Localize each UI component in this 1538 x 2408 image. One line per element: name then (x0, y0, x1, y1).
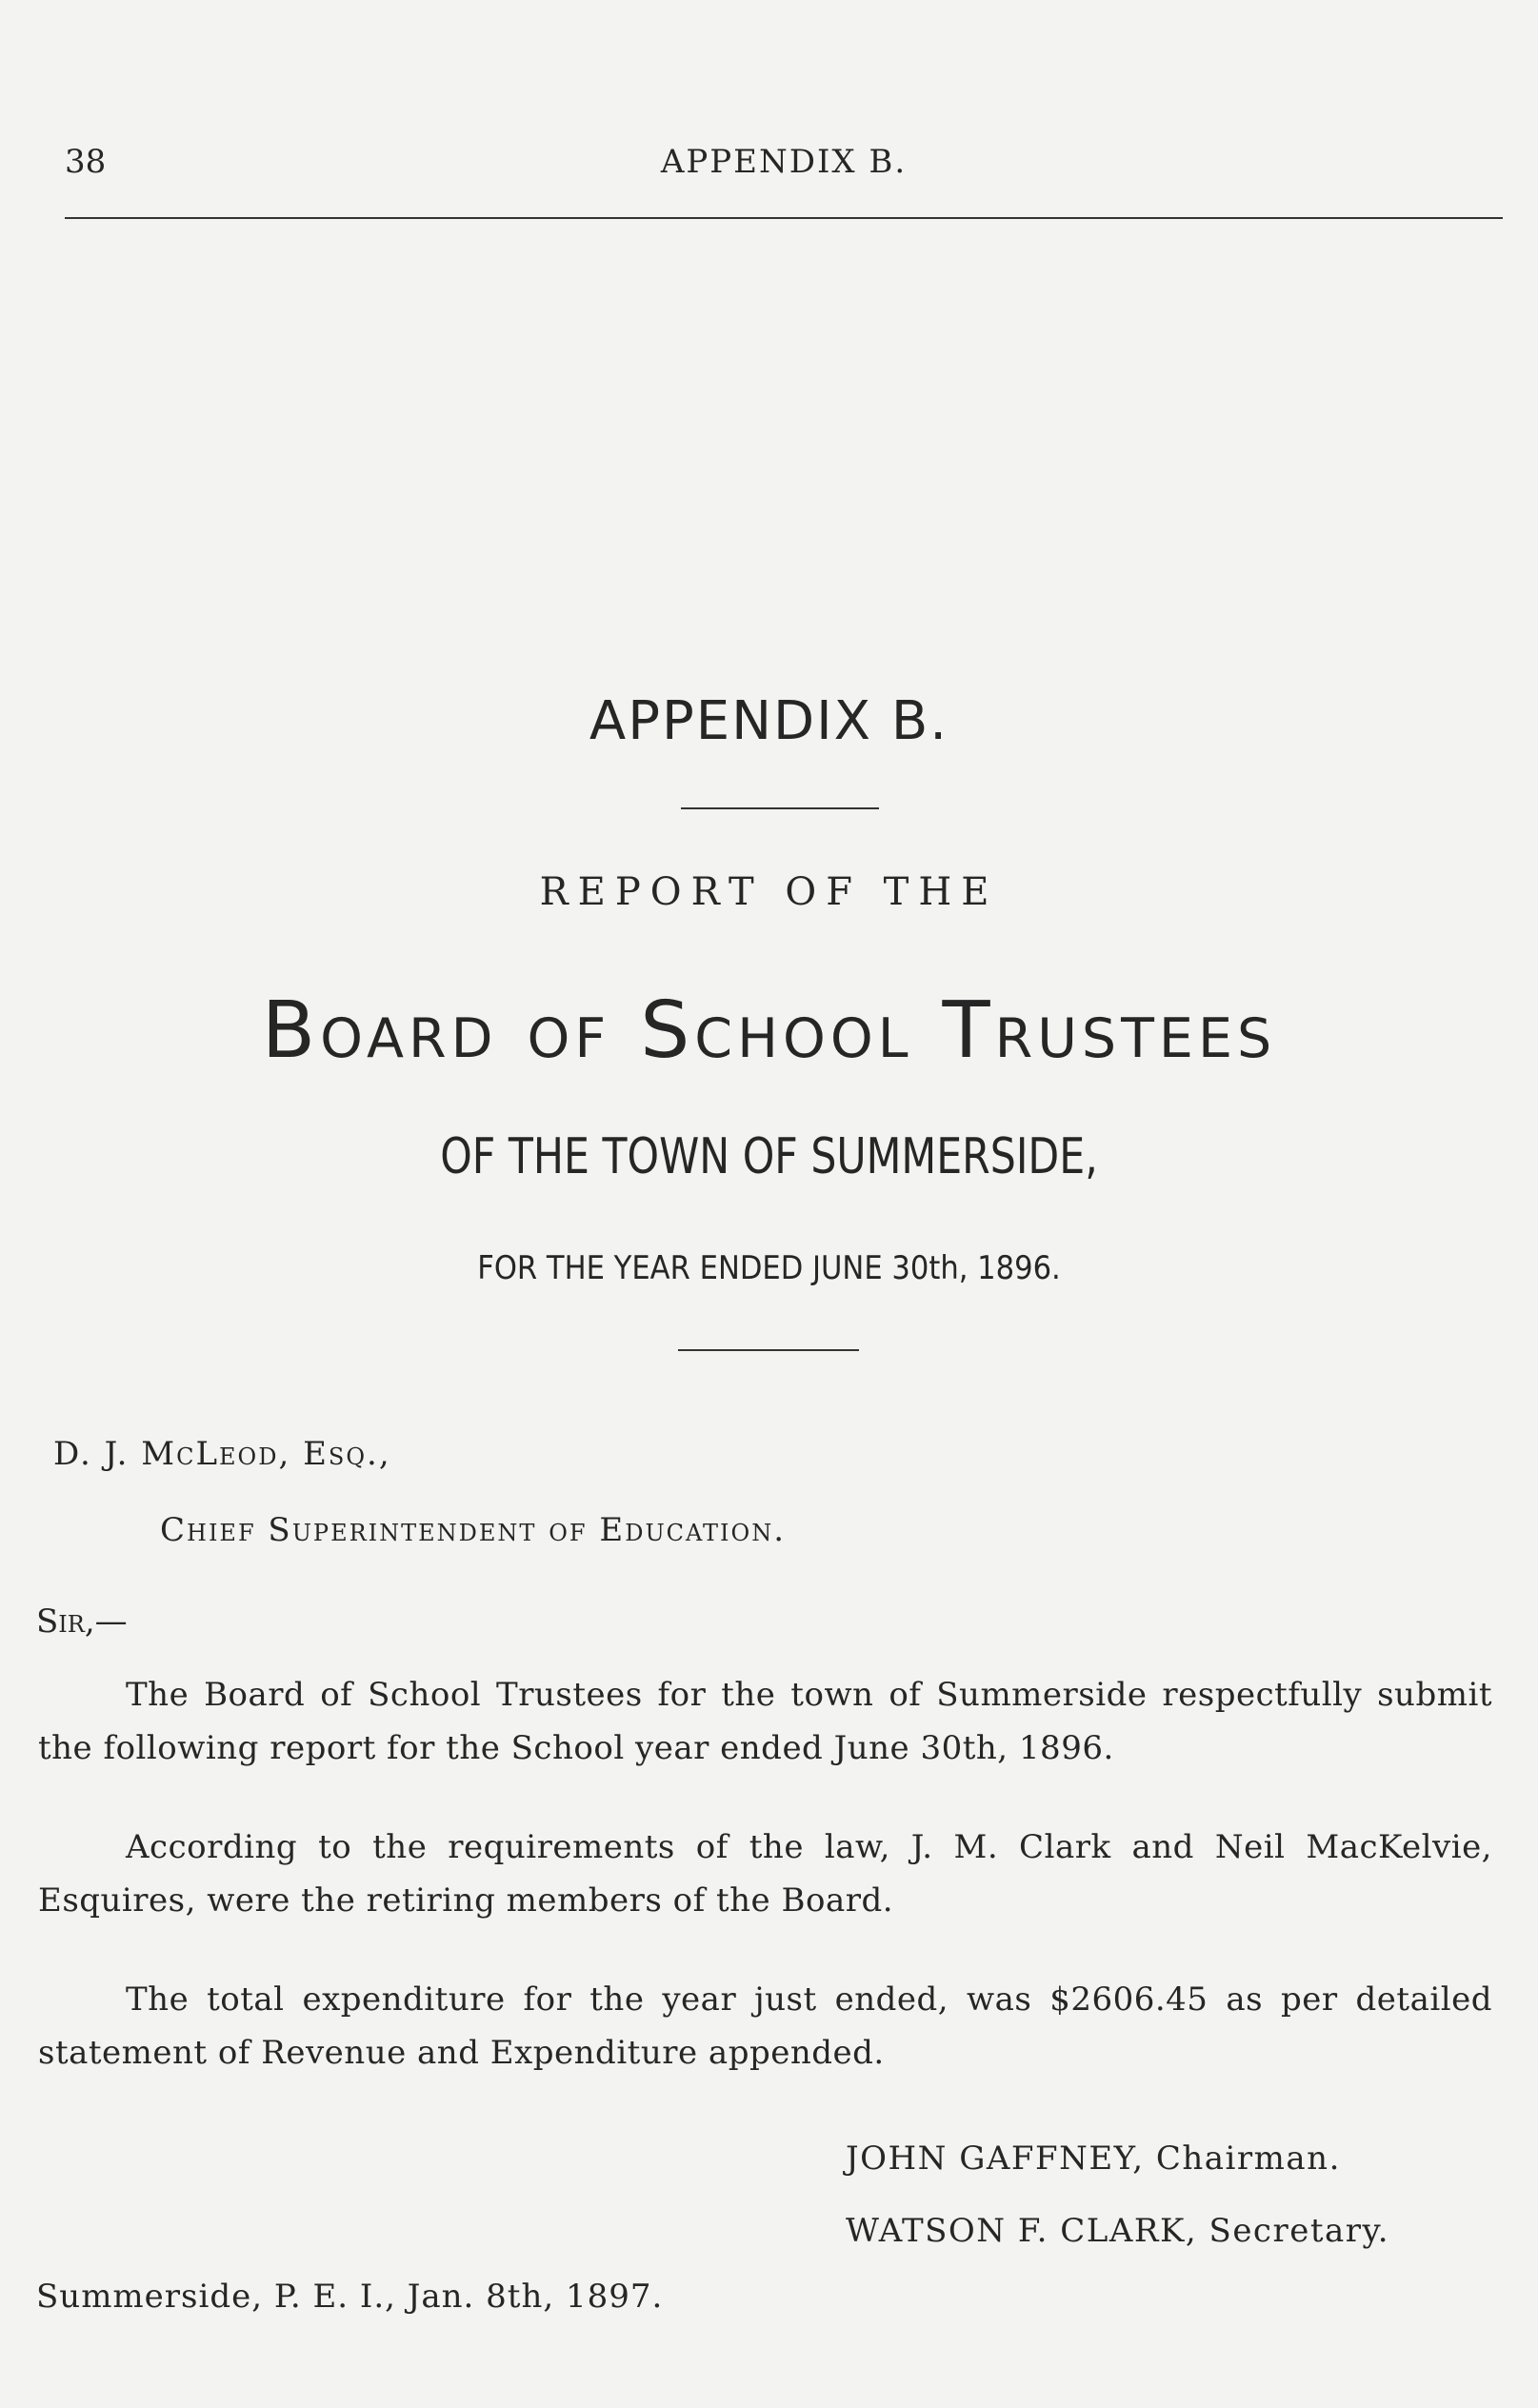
board-title: Board of School Trustees (261, 985, 1277, 1076)
addressee-name: D. J. McLeod, Esq., (53, 1435, 391, 1473)
town-title: OF THE TOWN OF SUMMERSIDE, (440, 1128, 1098, 1185)
salutation: Sir,— (36, 1602, 128, 1641)
appendix-title: APPENDIX B. (589, 690, 949, 752)
page-number: 38 (65, 143, 107, 181)
paragraph-retiring-members-text: According to the requirements of the law, J. M. Clark and Neil MacKelvie, Esquires, were the retiring members of the Board. (38, 1828, 1492, 1920)
running-title: APPENDIX B. (660, 143, 908, 181)
paragraph-expenditure (38, 1973, 1492, 2080)
header-rule (65, 217, 1503, 219)
title-divider (681, 807, 879, 809)
report-of-heading: REPORT OF THE (539, 870, 999, 914)
paragraph-report-text: The Board of School Trustees for the town of Summerside respectfully submit the following report for the School year ended June 30th, 1896. (38, 1676, 1492, 1767)
paragraph-expenditure-text: The total expenditure for the year just ended, was $2606.45 as per detailed statement of Revenue and Expenditure appended. (38, 1980, 1492, 2072)
paragraph-report (38, 1668, 1492, 1775)
paragraph-retiring-members (38, 1821, 1492, 1927)
signature-chairman: JOHN GAFFNEY, Chairman. (846, 2139, 1341, 2178)
year-line: FOR THE YEAR ENDED JUNE 30th, 1896. (477, 1249, 1061, 1287)
signature-secretary: WATSON F. CLARK, Secretary. (846, 2212, 1390, 2250)
place-date: Summerside, P. E. I., Jan. 8th, 1897. (36, 2278, 664, 2316)
running-header (65, 143, 1503, 190)
section-divider (678, 1349, 859, 1351)
addressee-title: Chief Superintendent of Education. (160, 1511, 787, 1549)
